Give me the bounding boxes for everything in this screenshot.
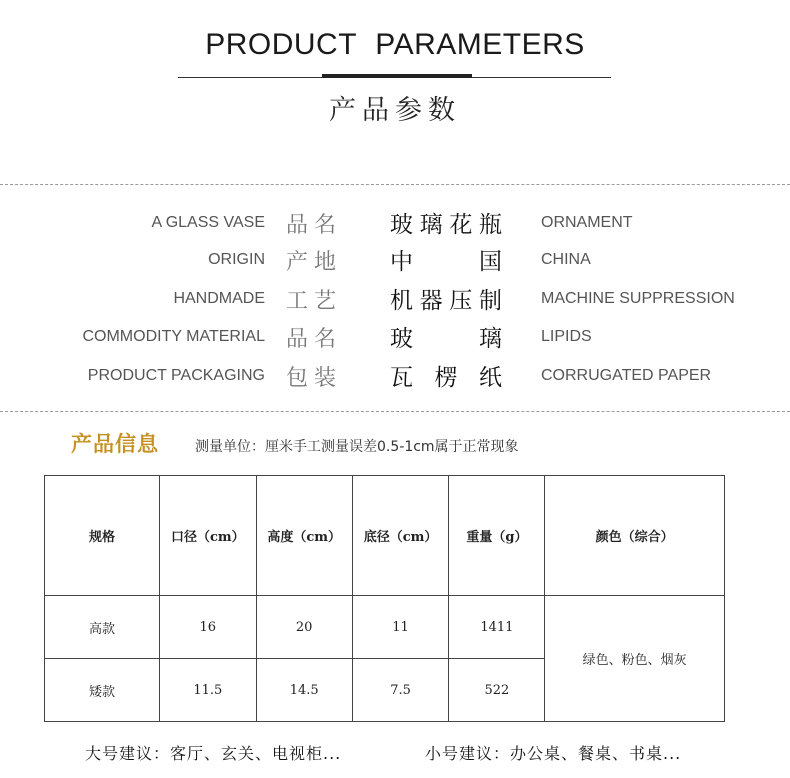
table-cell: 20 xyxy=(256,596,352,659)
table-header: 高度（cm） xyxy=(256,476,352,596)
param-chinese-label: 工艺 xyxy=(286,289,343,314)
param-chinese-label: 包装 xyxy=(286,366,343,391)
param-chinese-label: 品名 xyxy=(286,213,343,238)
table-cell: 16 xyxy=(159,596,256,659)
table-header: 底径（cm） xyxy=(352,476,449,596)
suggest-large: 大号建议：客厅、玄关、电视柜... xyxy=(85,744,342,763)
param-english-value: ORNAMENT xyxy=(541,214,633,231)
param-value: 玻 璃 花 瓶 xyxy=(390,212,502,238)
param-english-label: PRODUCT PACKAGING xyxy=(87,367,265,384)
param-english-label: ORIGIN xyxy=(208,251,265,268)
param-chinese-label: 产地 xyxy=(286,250,343,275)
title-chinese: 产品参数 xyxy=(329,95,461,126)
title-english: PRODUCT PARAMETERS xyxy=(205,28,585,61)
info-note: 测量单位：厘米手工测量误差0.5-1cm属于正常现象 xyxy=(195,439,519,455)
table-header-row xyxy=(45,476,725,596)
info-title: 产品信息 xyxy=(71,432,159,456)
title-accent-bar xyxy=(322,74,472,78)
table-row xyxy=(45,596,725,659)
table-header: 规格 xyxy=(45,476,160,596)
param-english-value: MACHINE SUPPRESSION xyxy=(541,290,735,307)
param-value: 机 器 压 制 xyxy=(390,288,502,314)
param-row-vase xyxy=(0,204,790,244)
param-english-label: HANDMADE xyxy=(173,290,265,307)
table-header: 重量（g） xyxy=(449,476,545,596)
table-cell: 14.5 xyxy=(256,659,352,722)
param-row-material xyxy=(0,318,790,358)
param-english-label: A GLASS VASE xyxy=(151,214,265,231)
table-cell-name: 高款 xyxy=(45,596,160,659)
spec-table xyxy=(44,475,725,722)
param-english-value: CORRUGATED PAPER xyxy=(541,367,712,384)
param-english-value: LIPIDS xyxy=(541,328,592,345)
param-row-handmade xyxy=(0,280,790,320)
table-cell: 11 xyxy=(352,596,449,659)
param-value: 中 国 xyxy=(390,249,502,275)
param-value: 瓦 楞 纸 xyxy=(390,365,502,391)
table-cell-name: 矮款 xyxy=(45,659,160,722)
table-cell-color: 绿色、粉色、烟灰 xyxy=(545,596,725,722)
table-cell: 1411 xyxy=(449,596,545,659)
table-header: 颜色（综合） xyxy=(545,476,725,596)
param-row-origin xyxy=(0,241,790,281)
table-header: 口径（cm） xyxy=(159,476,256,596)
param-english-value: CHINA xyxy=(541,251,591,268)
param-english-label: COMMODITY MATERIAL xyxy=(82,328,265,345)
table-cell: 11.5 xyxy=(159,659,256,722)
param-value: 玻 璃 xyxy=(390,326,502,352)
param-row-packaging xyxy=(0,357,790,397)
dashed-divider-bottom xyxy=(0,411,790,412)
suggest-small: 小号建议：办公桌、餐桌、书桌... xyxy=(425,744,682,763)
table-cell: 7.5 xyxy=(352,659,449,722)
param-chinese-label: 品名 xyxy=(286,327,343,352)
dashed-divider-top xyxy=(0,184,790,185)
table-cell: 522 xyxy=(449,659,545,722)
